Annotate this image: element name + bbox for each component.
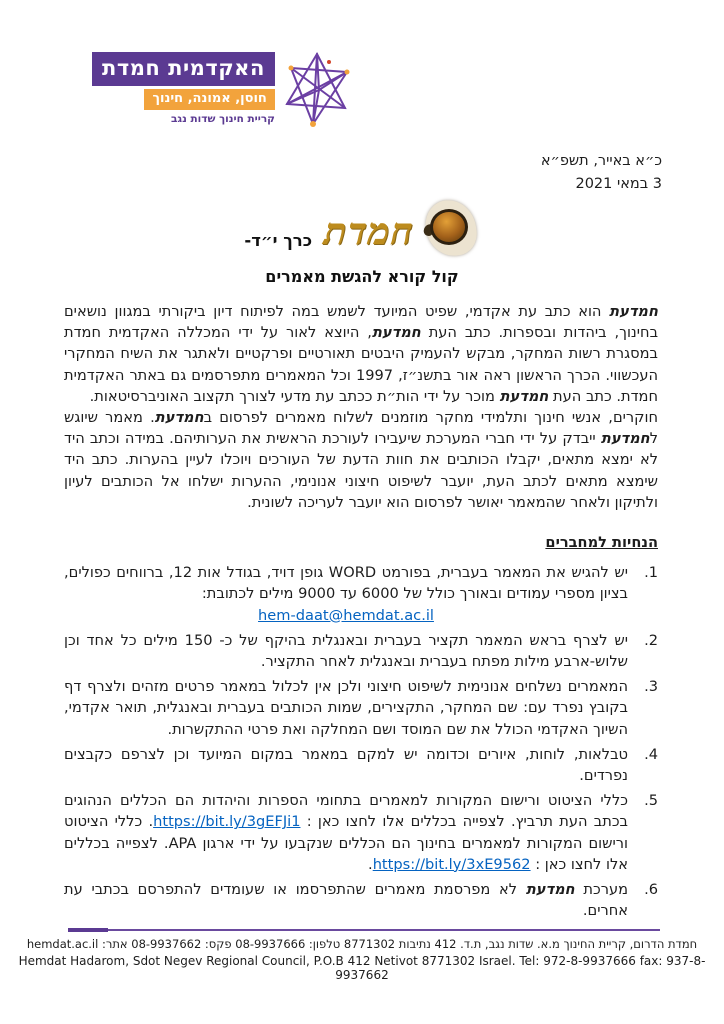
list-item xyxy=(64,676,658,740)
hebrew-date: כ״א באייר, תשפ״א xyxy=(540,153,662,169)
footer-address-english: Hemdat Hadarom, Sdot Negev Regional Council, P.O.B 412 Netivot 8771302 Israel. Tel: 972-8-9937666 fax: 937-8-9937662 xyxy=(18,954,706,982)
college-name: האקדמית חמדת xyxy=(92,52,275,86)
journal-name-emph: חמדעת xyxy=(154,409,204,427)
footer-divider xyxy=(68,929,660,931)
gregorian-date: 3 במאי 2021 xyxy=(575,176,662,192)
footer xyxy=(0,937,724,982)
footer-address-hebrew: חמדת הדרום, קריית החינוך מ.א. שדות נגב, ת.ד. 412 נתיבות 8771302 טלפון: 08-9937666 פקס: 08-9937662 אתר: hemdat.ac.il xyxy=(26,937,698,951)
paragraph-text: הוא כתב עת אקדמי, שפיט המיועד לשמש במה לפיתוח דיון ביקורתי במגוון נושאים בחינוך, ביהדות ובספרות. כתב העת xyxy=(64,303,659,342)
paragraph-text: מוכר על ידי הות״ת ככתב עת מדעי לצורך תקצוב האוניברסיטאות. xyxy=(89,387,500,405)
item-number: 2. xyxy=(644,631,658,649)
item-text-run: לא מפרסמת מאמרים שהתפרסמו או שעומדים להתפרסם בכתבי עת אחרים. xyxy=(64,881,628,920)
item-text-run: . xyxy=(368,855,373,873)
journal-wordmark: חמדת xyxy=(322,209,416,253)
paragraph-text: ייבדק על ידי חברי המערכת שיעבירו לעורכת הראשית את הערותיהם. במידה וכתב היד לא ימצא מתאים, יקבלו הכותבים את חוות הדעת של העורכים ויוכלו לעיין בהערות. כתב היד שימצא מתאים לכתב העת, יועבר לשיפוט חיצוני אנונימי, ההערות ישלחו אל הכותבים לעיון ולתיקון ולאחר שהמאמר יאושר לפרסום הוא יועבר לעריכה לשונית. xyxy=(64,430,658,511)
submission-email-link[interactable]: hem-daat@hemdat.ac.il xyxy=(258,606,434,624)
item-text-run: כללי הציטוט ורישום המקורות למאמרים בתחומי הספרות והיהדות הם הכללים הנהוגים בכתב העת תרביץ. לצפייה בכללים אלו לחצו כאן : xyxy=(64,792,628,831)
journal-name-emph: חמדעת xyxy=(600,430,650,448)
paragraph-text: חוקרים, אנשי חינוך ותלמידי מחקר מוזמנים לשלוח מאמרים לפרסום ב xyxy=(203,409,658,427)
item-text: המאמרים נשלחים אנונימית לשיפוט חיצוני ולכן אין לכלול במאמר פרטים מזהים ולצרף דף בקובץ נפרד עם: שם המחקר, התקצירים, שמות הכותבים בעברית ובאנגלית, תואר אקדמי, השיוך האקדמי הכולל את שם המוסד ושם המחלקה ואת פרטי ההתקשרות. xyxy=(64,678,628,738)
guidelines-list xyxy=(64,562,658,921)
item-number: 3. xyxy=(644,678,658,696)
item-text: טבלאות, לוחות, איורים וכדומה יש למקם במאמר במקום המיועד וכן לצרפם כקבצים נפרדים. xyxy=(64,745,628,785)
document-body xyxy=(64,301,658,925)
journal-masthead xyxy=(0,198,724,260)
item-number: 1. xyxy=(644,564,658,582)
intro-paragraph xyxy=(64,301,658,407)
item-text-run: . כללי הציטוט ורישום המקורות למאמרים בחינוך הם הכללים שנקבעו על ידי ארגון APA. לצפייה בכללים אלו לחצו כאן : xyxy=(64,813,628,873)
list-item xyxy=(64,879,658,921)
email-line xyxy=(64,605,628,626)
journal-name-emph: חמדעת xyxy=(371,324,421,342)
guidelines-heading: הנחיות למחברים xyxy=(545,534,658,552)
tarbiz-rules-link[interactable]: https://bit.ly/3gEFJi1 xyxy=(153,813,301,831)
list-item xyxy=(64,562,658,626)
item-text xyxy=(64,879,628,921)
item-text-run: מערכת xyxy=(574,881,629,899)
list-item xyxy=(64,744,658,786)
journal-name-emph: חמדעת xyxy=(499,387,549,405)
apa-rules-link[interactable]: https://bit.ly/3xE9562 xyxy=(372,855,531,873)
pomegranate-logo-icon xyxy=(422,198,480,260)
college-tagline: חוסן, אמונה, חינוך xyxy=(144,89,274,110)
paragraph-text: , היוצא לאור על ידי המכללה האקדמית חמדת במסגרת רשות המחקר, מבקש להעמיק היבטים תאורטיים ופרקטיים ולאתגר את השיח המחקרי העכשווי. הכרך הראשון ראה אור בתשנ״ז, 1997 וכל המאמרים מתפרסמים גם באתר האקדמית חמדת. כתב העת xyxy=(64,324,658,405)
item-number: 4. xyxy=(644,745,658,763)
fruit-shape xyxy=(430,209,468,245)
journal-name-emph: חמדעת xyxy=(525,881,575,899)
star-logo-icon xyxy=(277,46,357,130)
item-text xyxy=(64,790,628,875)
item-text xyxy=(64,562,628,626)
item-text-run: יש להגיש את המאמר בעברית, בפורמט WORD גופן דויד, בגודל אות 12, ברווחים כפולים, בציון מספרי עמודים ובאורך כולל של 6000 עד 9000 מילים לכתובת: xyxy=(64,564,628,603)
item-number: 6. xyxy=(644,881,658,899)
list-item xyxy=(64,790,658,875)
journal-name-emph: חמדעת xyxy=(609,303,658,320)
college-logo-text xyxy=(92,52,275,125)
item-number: 5. xyxy=(644,792,658,810)
date-block xyxy=(539,150,662,196)
submission-paragraph xyxy=(64,407,658,513)
paragraph-text: . מאמר שיוגש ל xyxy=(64,409,658,448)
college-subline: קריית חינוך שדות נגב xyxy=(171,113,275,125)
volume-label: כרך י״ד- xyxy=(244,231,313,250)
list-item xyxy=(64,630,658,672)
call-for-papers-title: קול קורא להגשת מאמרים xyxy=(265,267,459,286)
college-logo xyxy=(92,52,357,130)
item-text: יש לצרף בראש המאמר תקציר בעברית ובאנגלית בהיקף של כ- 150 מילים כל אחד וכן שלוש-ארבע מילות מפתח בעברית ובאנגלית לאחר התקציר. xyxy=(64,631,628,671)
